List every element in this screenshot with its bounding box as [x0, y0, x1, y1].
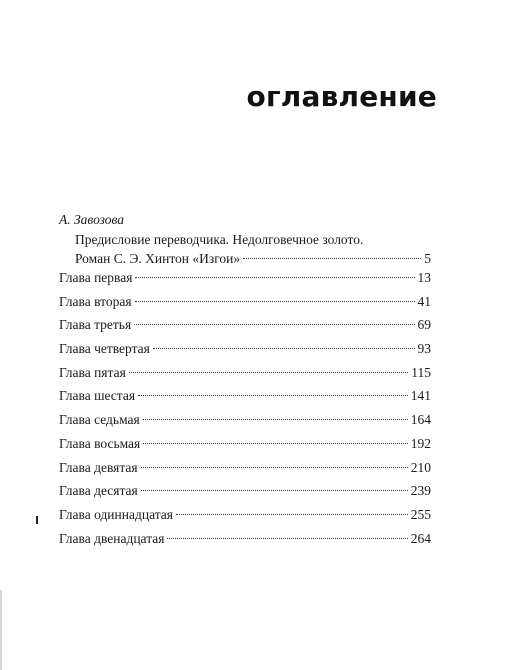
page-number: 115	[411, 364, 431, 380]
chapter-label: Глава десятая	[59, 483, 138, 499]
toc-entry	[59, 531, 431, 555]
dot-leader	[138, 395, 408, 396]
page-number: 164	[410, 412, 431, 428]
dot-leader	[134, 324, 414, 325]
page-title: оглавление	[246, 80, 437, 113]
chapter-label: Глава шестая	[59, 388, 136, 404]
toc-entry	[59, 270, 431, 294]
preface-entry	[59, 210, 431, 269]
dot-leader	[135, 301, 415, 302]
chapter-label: Глава пятая	[59, 364, 126, 380]
page-number: 13	[417, 270, 431, 285]
chapter-label: Глава одиннадцатая	[59, 506, 173, 522]
toc-entry	[59, 294, 431, 318]
page-number: 255	[410, 506, 431, 522]
dot-leader	[141, 490, 408, 491]
page-number: 41	[417, 293, 431, 309]
page-number: 93	[417, 341, 431, 357]
toc-entry	[59, 483, 431, 507]
preface-title-line-last	[59, 249, 431, 269]
page-number: 69	[417, 317, 431, 333]
page-number: 141	[410, 388, 431, 404]
page-number: 264	[410, 530, 431, 546]
page-number: 5	[424, 251, 431, 266]
page-number: 192	[410, 435, 431, 451]
preface-title-line: Предисловие переводчика. Недолговечное золото.	[75, 231, 364, 247]
toc-entry	[59, 388, 431, 412]
toc-entry	[59, 460, 431, 484]
dot-leader	[243, 258, 421, 259]
dot-leader	[143, 443, 407, 444]
dot-leader	[153, 348, 415, 349]
dot-leader	[141, 467, 408, 468]
page-edge-shadow	[0, 590, 2, 670]
chapter-label: Глава первая	[59, 270, 133, 285]
toc-entry	[59, 412, 431, 436]
dot-leader	[176, 514, 408, 515]
toc-entry	[59, 507, 431, 531]
chapter-label: Глава третья	[59, 317, 132, 333]
chapter-label: Глава двенадцатая	[59, 530, 165, 546]
chapter-label: Глава восьмая	[59, 435, 141, 451]
toc-entry	[59, 436, 431, 460]
chapter-label: Глава вторая	[59, 293, 132, 309]
dot-leader	[129, 372, 408, 373]
chapter-label: Глава девятая	[59, 459, 138, 475]
preface-subtitle: Роман С. Э. Хинтон «Изгои»	[75, 251, 241, 266]
dot-leader	[167, 538, 407, 539]
page-number: 210	[410, 459, 431, 475]
chapter-label: Глава четвертая	[59, 341, 150, 357]
toc-entry	[59, 341, 431, 365]
chapter-label: Глава седьмая	[59, 412, 140, 428]
scan-mark	[36, 516, 38, 524]
dot-leader	[135, 277, 414, 278]
preface-author: А. Завозова	[59, 212, 125, 227]
toc-entry	[59, 317, 431, 341]
toc-entry	[59, 365, 431, 389]
toc-list	[59, 270, 431, 554]
page-number: 239	[410, 483, 431, 499]
dot-leader	[143, 419, 408, 420]
